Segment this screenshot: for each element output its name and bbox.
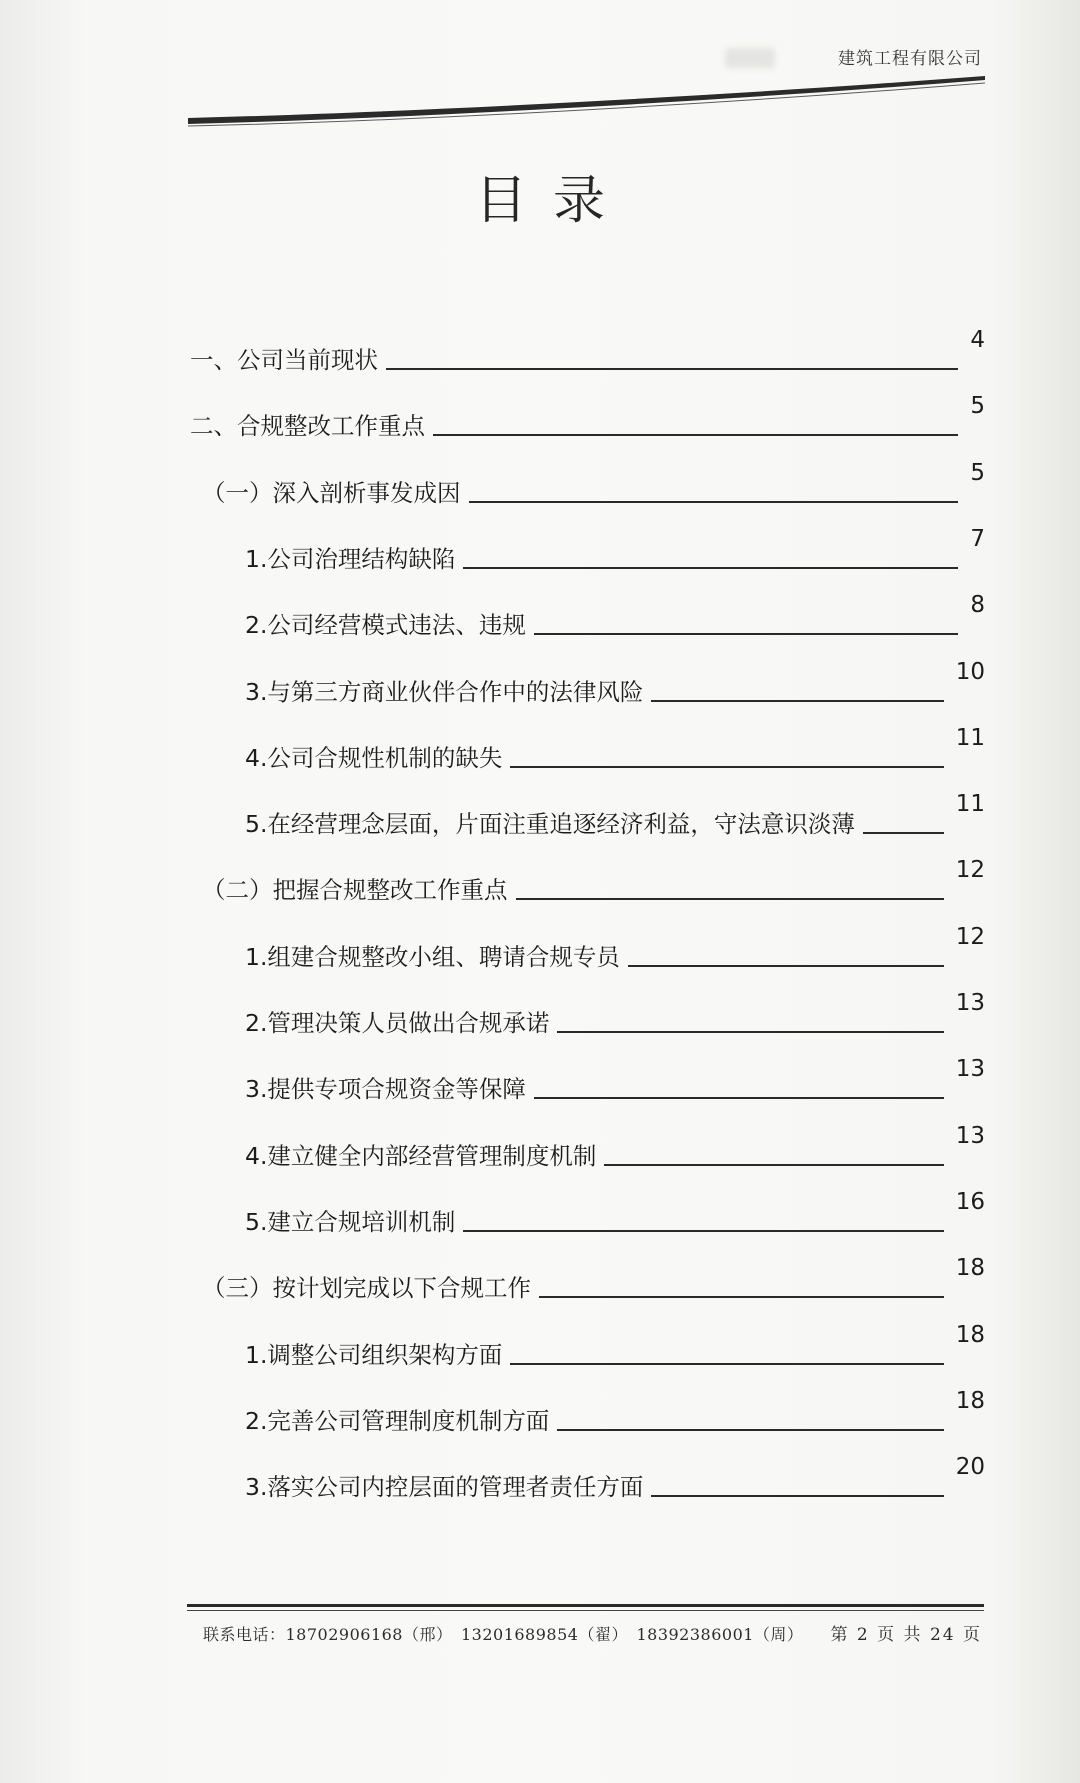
toc-entry-label: 5.建立合规培训机制 xyxy=(245,1207,456,1236)
toc-entry-page: 20 xyxy=(955,1454,985,1481)
toc-entry xyxy=(190,393,985,441)
toc-leader-line xyxy=(604,1164,943,1166)
toc-entry xyxy=(245,724,985,773)
toc-leader-line xyxy=(651,700,943,702)
toc-entry-page: 10 xyxy=(955,658,985,685)
toc-entry-page: 13 xyxy=(955,1122,985,1149)
toc-entry-page: 18 xyxy=(955,1387,985,1414)
toc-entry xyxy=(202,857,985,905)
toc-entry-label: 2.公司经营模式违法、违规 xyxy=(245,611,526,640)
toc-entry xyxy=(245,1122,985,1171)
toc-entry-label: 1.组建合规整改小组、聘请合规专员 xyxy=(245,942,620,971)
toc-entry-page: 11 xyxy=(955,791,985,818)
toc-entry xyxy=(202,459,985,508)
toc-entry-label: 5.在经营理念层面，片面注重追逐经济利益，守法意识淡薄 xyxy=(245,810,855,839)
toc-entry-label: 3.提供专项合规资金等保障 xyxy=(245,1075,526,1104)
toc-leader-line xyxy=(628,965,944,967)
toc-entry-label: 1.公司治理结构缺陷 xyxy=(245,544,456,573)
footer-contact: 联系电话：18702906168（邢） 13201689854（翟） 18392386001（周） xyxy=(203,1625,804,1644)
toc-leader-line xyxy=(651,1495,943,1497)
toc-entry-page: 7 xyxy=(970,525,985,552)
toc-leader-line xyxy=(463,1230,943,1232)
footer-rule xyxy=(187,1604,984,1607)
toc-entry-page: 13 xyxy=(955,1056,985,1083)
toc-entry-page: 5 xyxy=(970,393,985,420)
toc-entry-page: 18 xyxy=(955,1321,985,1348)
toc-entry-page: 13 xyxy=(955,990,985,1016)
toc-leader-line xyxy=(463,567,958,569)
toc-leader-line xyxy=(863,832,944,834)
toc-leader-line xyxy=(534,633,958,635)
toc-entry-page: 8 xyxy=(970,592,985,619)
toc-entry-page: 18 xyxy=(955,1255,985,1282)
toc-entry-page: 5 xyxy=(970,459,985,486)
toc-leader-line xyxy=(557,1031,943,1033)
toc-entry xyxy=(245,1188,985,1237)
toc-entry xyxy=(190,327,985,375)
footer-rule-thin xyxy=(187,1610,984,1611)
toc-entry xyxy=(245,658,985,707)
toc-entry xyxy=(245,1056,985,1104)
toc-entry xyxy=(245,990,985,1038)
toc-entry-label: （三）按计划完成以下合规工作 xyxy=(202,1274,531,1303)
toc-entry xyxy=(202,1255,985,1303)
toc-leader-line xyxy=(469,501,959,503)
toc-entry xyxy=(245,592,985,640)
toc-leader-line xyxy=(516,898,944,900)
toc-entry-label: 3.与第三方商业伙伴合作中的法律风险 xyxy=(245,677,644,706)
toc-entry xyxy=(245,923,985,972)
toc-leader-line xyxy=(539,1296,944,1298)
toc-title: 目录 xyxy=(474,171,631,231)
toc-leader-line xyxy=(510,766,943,768)
toc-entry-page: 12 xyxy=(955,857,985,884)
toc-leader-line xyxy=(510,1363,943,1365)
toc-entry-label: （二）把握合规整改工作重点 xyxy=(202,876,508,905)
toc-entry-page: 16 xyxy=(955,1188,985,1215)
toc-entry-label: 3.落实公司内控层面的管理者责任方面 xyxy=(245,1473,644,1502)
toc-entry-label: 1.调整公司组织架构方面 xyxy=(245,1340,503,1369)
toc-entry-page: 11 xyxy=(955,724,985,751)
toc-entry xyxy=(245,1321,985,1370)
toc-entry-label: 2.管理决策人员做出合规承诺 xyxy=(245,1009,550,1037)
toc-leader-line xyxy=(557,1429,943,1431)
toc-entry-label: 4.公司合规性机制的缺失 xyxy=(245,743,503,772)
toc-entry xyxy=(245,1387,985,1436)
toc-entry xyxy=(245,1454,985,1502)
toc-entry-label: 二、合规整改工作重点 xyxy=(190,412,425,441)
toc-entry-label: 4.建立健全内部经营管理制度机制 xyxy=(245,1141,597,1170)
toc-entry-label: （一）深入剖析事发成因 xyxy=(202,478,461,507)
toc-entry-page: 4 xyxy=(970,327,985,353)
toc-leader-line xyxy=(534,1097,944,1099)
toc-leader-line xyxy=(386,368,958,370)
toc-entry xyxy=(245,791,985,839)
toc-leader-line xyxy=(433,434,958,436)
footer-page-number: 第 2 页 共 24 页 xyxy=(830,1625,982,1645)
toc-entry-page: 12 xyxy=(955,923,985,950)
toc-entry-label: 一、公司当前现状 xyxy=(190,346,378,374)
header-company-name: 建筑工程有限公司 xyxy=(838,49,982,69)
toc-entry xyxy=(245,525,985,574)
toc-entry-label: 2.完善公司管理制度机制方面 xyxy=(245,1406,550,1435)
